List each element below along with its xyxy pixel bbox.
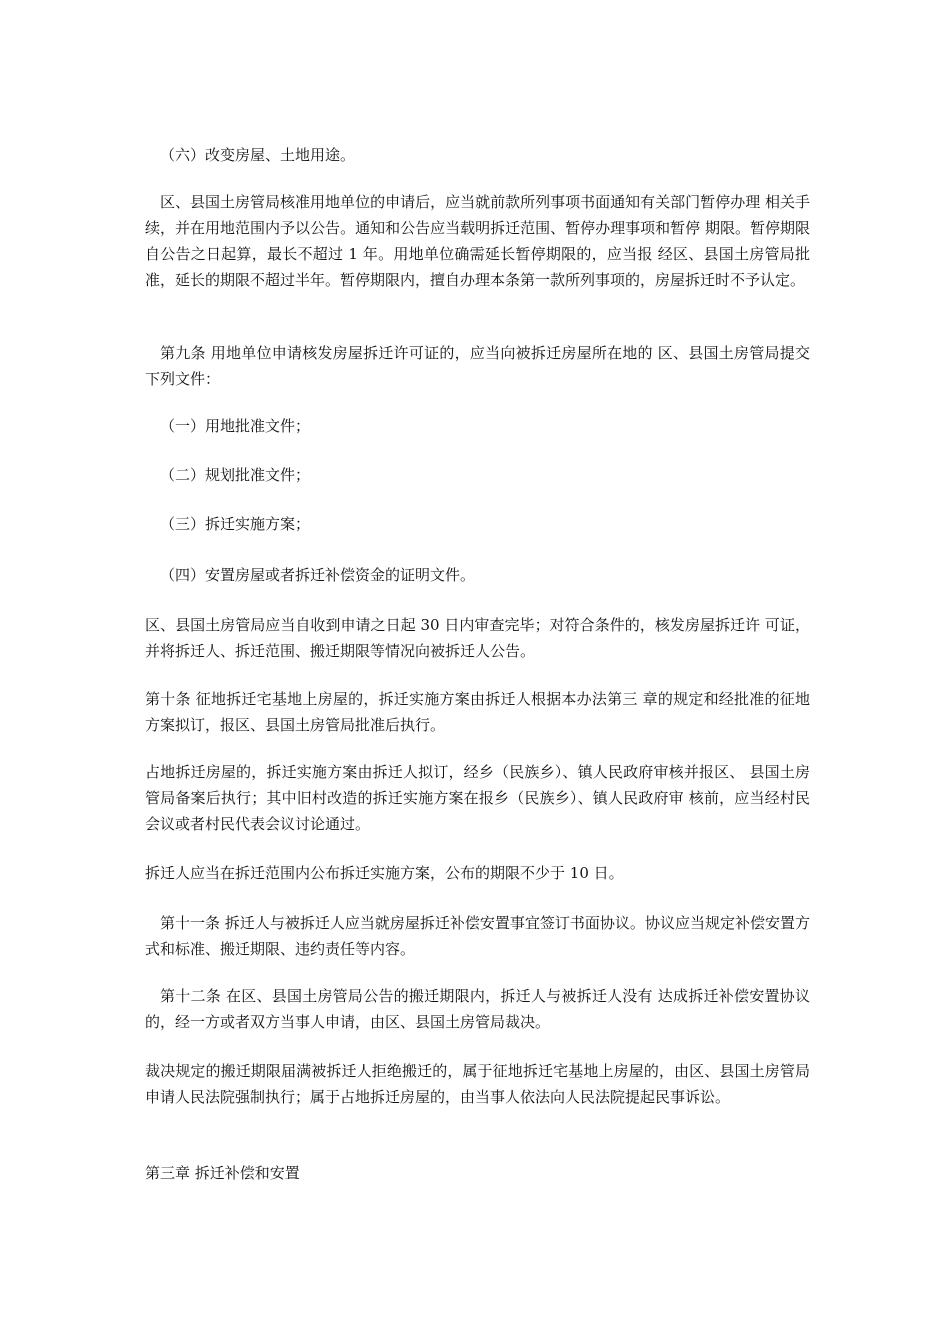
- chapter-three-heading: 第三章 拆迁补偿和安置: [145, 1164, 300, 1182]
- publication-paragraph: 拆迁人应当在拆迁范围内公布拆迁实施方案，公布的期限不少于 10 日。: [145, 864, 624, 882]
- article-twelve-paragraph: 第十二条 在区、县国土房管局公告的搬迁期限内，拆迁人与被拆迁人没有 达成拆迁补偿安置协议的，经一方或者双方当事人申请，由区、县国土房管局裁决。: [145, 987, 810, 1031]
- article-nine-paragraph: 第九条 用地单位申请核发房屋拆迁许可证的，应当向被拆迁房屋所在地的 区、县国土房管局提交下列文件：: [145, 344, 810, 388]
- list-item-three: （三）拆迁实施方案；: [160, 515, 311, 533]
- article-ten-paragraph: 第十条 征地拆迁宅基地上房屋的，拆迁实施方案由拆迁人根据本办法第三 章的规定和经批准的征地方案拟订，报区、县国土房管局批准后执行。: [145, 690, 810, 734]
- list-item-four: （四）安置房屋或者拆迁补偿资金的证明文件。: [160, 566, 476, 584]
- item-six-paragraph: （六）改变房屋、土地用途。: [160, 146, 356, 164]
- suspension-notice-paragraph: 区、县国土房管局核准用地单位的申请后，应当就前款所列事项书面通知有关部门暂停办理 相关手续，并在用地范围内予以公告。通知和公告应当载明拆迁范围、暂停办理事项和暂停 期限。暂停期限自公告之日起算，最长不超过 1 年。用地单位确需延长暂停期限的，应当报 经区、县国土房管局批准，延长的期限不超过半年。暂停期限内，擅自办理本条第一款所列事项的，房屋拆迁时不予认定。: [145, 193, 810, 289]
- article-eleven-paragraph: 第十一条 拆迁人与被拆迁人应当就房屋拆迁补偿安置事宜签订书面协议。协议应当规定补偿安置方式和标准、搬迁期限、违约责任等内容。: [145, 914, 810, 958]
- list-item-one: （一）用地批准文件；: [160, 417, 311, 435]
- occupied-land-paragraph: 占地拆迁房屋的，拆迁实施方案由拆迁人拟订，经乡（民族乡）、镇人民政府审核并报区、 县国土房管局备案后执行；其中旧村改造的拆迁实施方案在报乡（民族乡）、镇人民政府审 核前，应当经村民会议或者村民代表会议讨论通过。: [145, 763, 810, 833]
- ruling-enforcement-paragraph: 裁决规定的搬迁期限届满被拆迁人拒绝搬迁的，属于征地拆迁宅基地上房屋的，由区、县国土房管局申请人民法院强制执行；属于占地拆迁房屋的，由当事人依法向人民法院提起民事诉讼。: [145, 1062, 810, 1106]
- list-item-two: （二）规划批准文件；: [160, 466, 311, 484]
- review-period-paragraph: 区、县国土房管局应当自收到申请之日起 30 日内审查完毕；对符合条件的，核发房屋拆迁许 可证，并将拆迁人、拆迁范围、搬迁期限等情况向被拆迁人公告。: [145, 616, 810, 660]
